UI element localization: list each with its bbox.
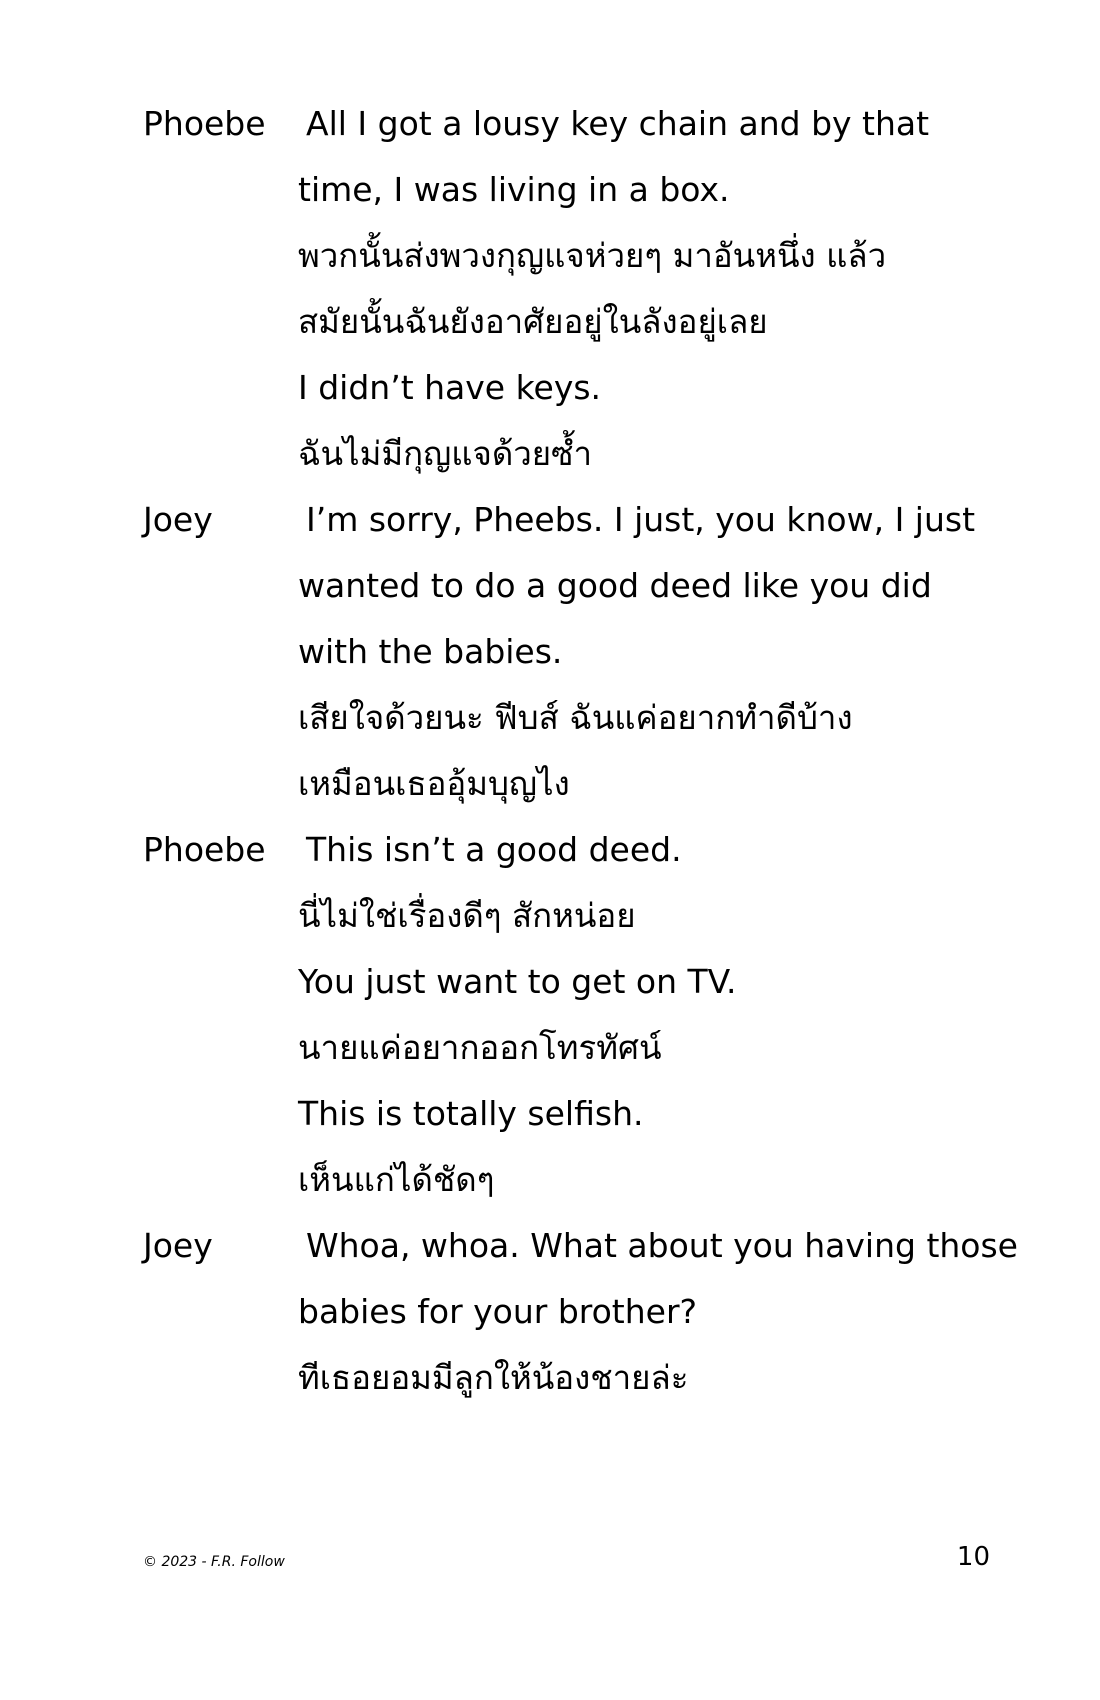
dialogue-line: I’m sorry, Pheebs. I just, you know, I just — [306, 500, 976, 539]
dialogue-line: time, I was living in a box. — [298, 170, 730, 209]
dialogue-line: All I got a lousy key chain and by that — [306, 104, 930, 143]
dialogue-line-thai: ทีเธอยอมมีลูกให้น้องชายล่ะ — [298, 1358, 689, 1397]
dialogue-line-thai: เหมือนเธออุ้มบุญไง — [298, 764, 570, 803]
dialogue-line: with the babies. — [298, 632, 563, 671]
dialogue-line-thai: นี่ไม่ใช่เรื่องดีๆ สักหน่อย — [298, 896, 636, 935]
dialogue-line: Whoa, whoa. What about you having those — [306, 1226, 1018, 1265]
dialogue-line: This is totally selfish. — [298, 1094, 644, 1133]
dialogue-line: This isn’t a good deed. — [306, 830, 682, 869]
dialogue-line: wanted to do a good deed like you did — [298, 566, 932, 605]
dialogue-line-thai: นายแค่อยากออกโทรทัศน์ — [298, 1028, 662, 1067]
dialogue-line-thai: พวกนั้นส่งพวงกุญแจห่วยๆ มาอันหนึ่ง แล้ว — [298, 236, 887, 275]
speaker-name: Joey — [143, 500, 213, 539]
speaker-name: Phoebe — [143, 830, 266, 869]
dialogue-line: babies for your brother? — [298, 1292, 698, 1331]
page-number: 10 — [956, 1542, 990, 1572]
speaker-name: Phoebe — [143, 104, 266, 143]
dialogue-line-thai: ฉันไม่มีกุญแจด้วยซ้ำ — [298, 434, 593, 473]
dialogue-line: You just want to get on TV. — [298, 962, 737, 1001]
dialogue-line: I didn’t have keys. — [298, 368, 602, 407]
speaker-name: Joey — [143, 1226, 213, 1265]
dialogue-line-thai: เห็นแก่ได้ชัดๆ — [298, 1160, 495, 1199]
dialogue-line-thai: สมัยนั้นฉันยังอาศัยอยู่ในลังอยู่เลย — [298, 302, 768, 341]
dialogue-line-thai: เสียใจด้วยนะ ฟีบส์ ฉันแค่อยากทำดีบ้าง — [298, 698, 853, 737]
copyright-notice: © 2023 - F.R. Follow — [143, 1554, 285, 1570]
